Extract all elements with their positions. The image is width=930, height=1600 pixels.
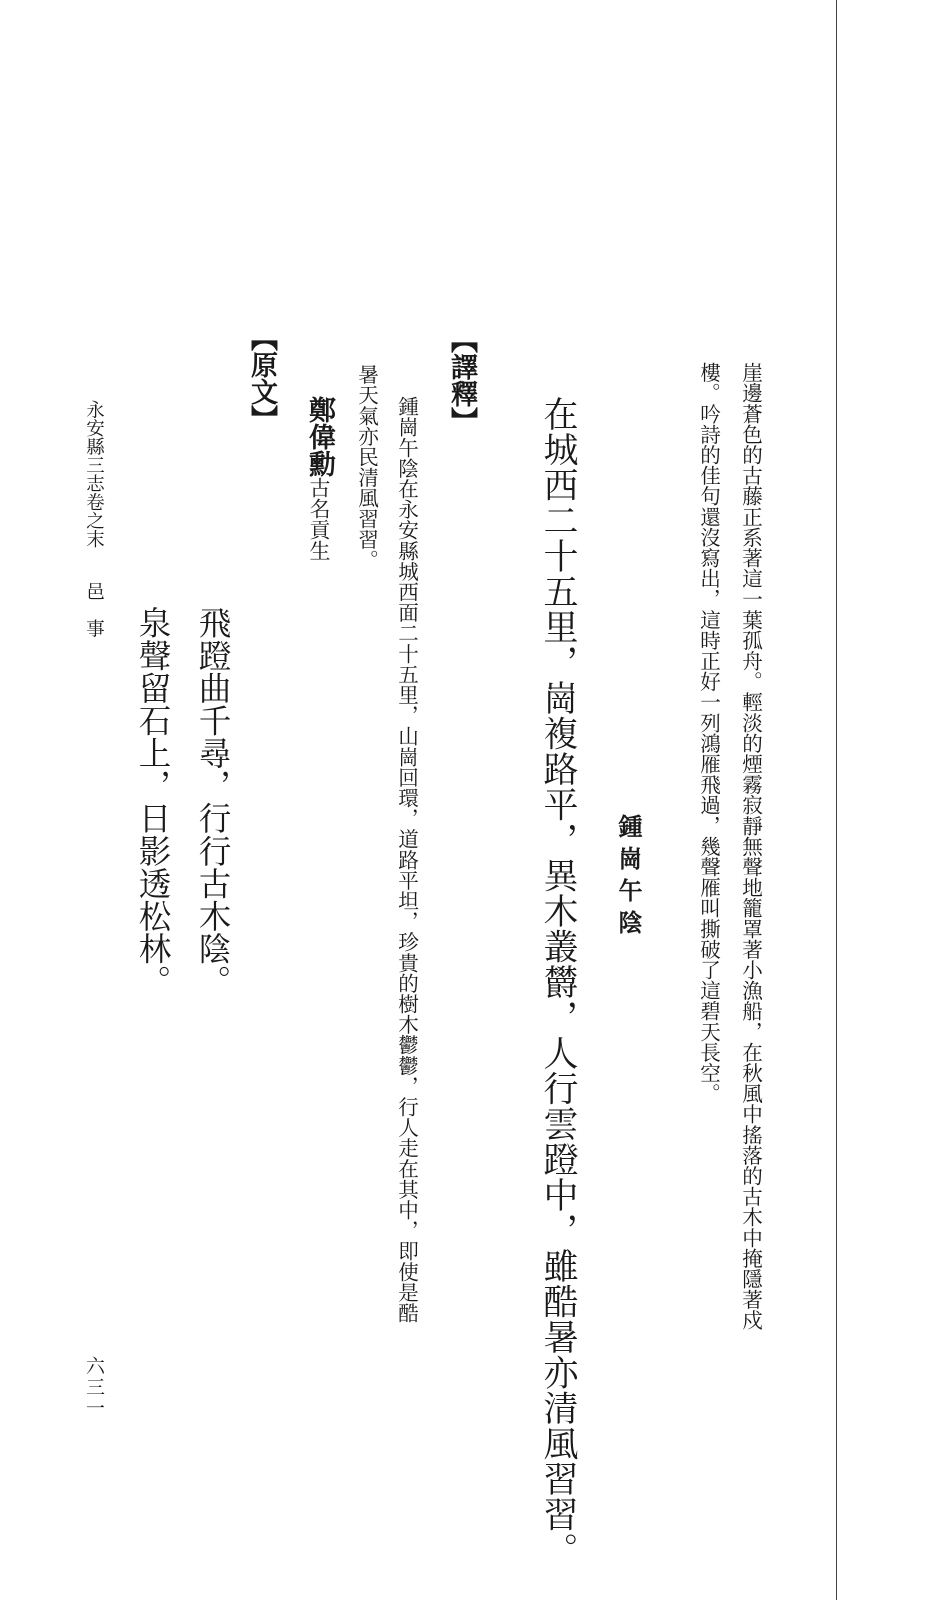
section-title: 鍾崗午陰 (614, 814, 642, 942)
translation-heading: 【譯釋】 (446, 326, 477, 434)
translation-line-2: 暑天氣亦民清風習習。 (354, 364, 379, 570)
author-note: 古名貢生 (307, 477, 331, 561)
poem-line-1: 飛蹬曲千尋，行行古木陰。 (193, 606, 232, 998)
prev-translation-line-2: 樓。吟詩的佳句還沒寫出，這時正好一列鴻雁飛過，幾聲雁叫撕破了這碧天長空。 (696, 362, 721, 1104)
prev-translation-line-1: 崖邊蒼色的古藤正系著這一葉孤舟。輕淡的煙霧寂靜無聲地籠罩著小漁船，在秋風中搖落的古木中掩隱著戍 (738, 362, 763, 1331)
page-edge-line (836, 0, 837, 1600)
original-heading: 【原文】 (246, 324, 277, 432)
book-title: 永安縣三志卷之末 (83, 400, 105, 548)
main-description: 在城西二十五里，崗複路平，異木叢欝，人行雲蹬中，雖酷暑亦清風習習。 (538, 396, 578, 1568)
page-number: 六三一 (83, 1356, 105, 1419)
author-name: 鄭偉勳 (304, 396, 335, 477)
translation-line-1: 鍾崗午陰在永安縣城西面二十五里，山崗回環，道路平坦，珍貴的樹木鬱鬱，行人走在其中，即使是酷 (394, 396, 419, 1323)
category-label: 邑 事 (83, 582, 105, 638)
poem-line-2: 泉聲留石上，日影透松林。 (133, 606, 172, 998)
author (306, 396, 333, 561)
